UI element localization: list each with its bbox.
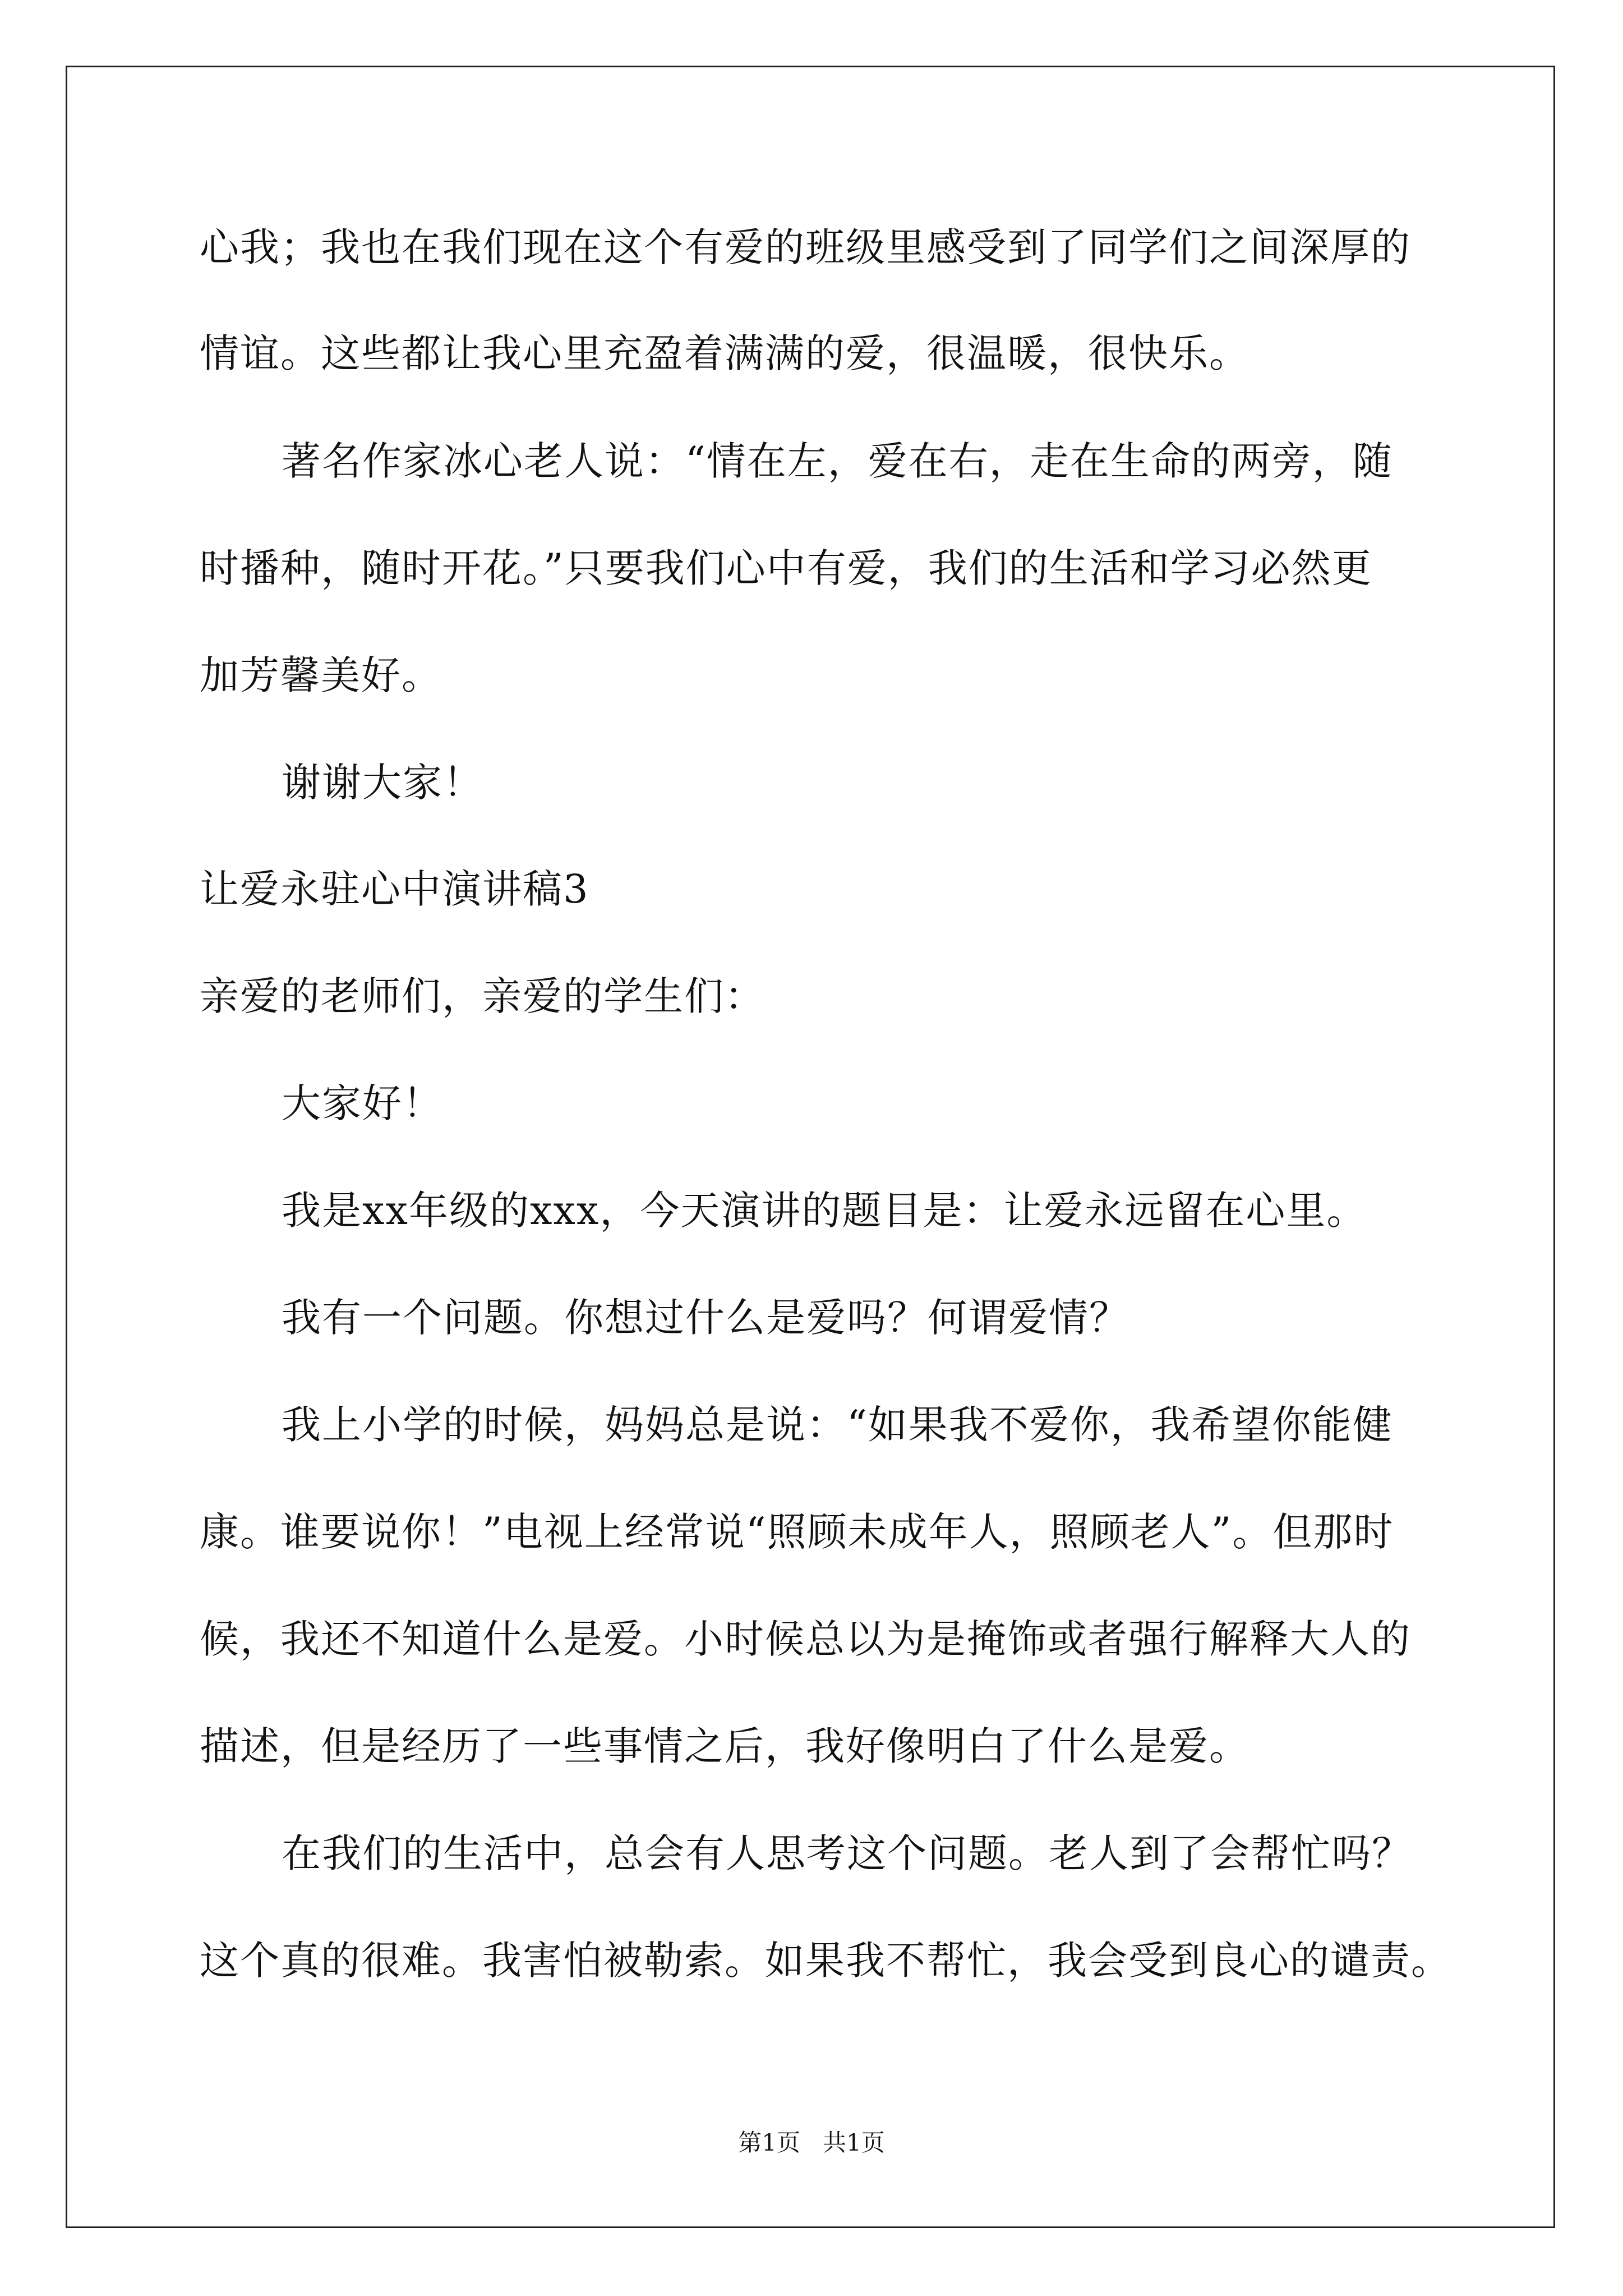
paragraph-line: 在我们的生活中，总会有人思考这个问题。老人到了会帮忙吗？ bbox=[282, 1830, 1412, 1876]
greeting: 大家好！ bbox=[282, 1080, 443, 1126]
text-line: 加芳馨美好。 bbox=[200, 652, 442, 698]
paragraph-line: 著名作家冰心老人说：“情在左，爱在右，走在生命的两旁，随 bbox=[282, 438, 1393, 484]
salutation: 亲爱的老师们，亲爱的学生们： bbox=[200, 973, 765, 1019]
text-line: 情谊。这些都让我心里充盈着满满的爱，很温暖，很快乐。 bbox=[200, 330, 1249, 376]
page-border bbox=[66, 66, 1555, 2228]
paragraph-line: 我上小学的时候，妈妈总是说：“如果我不爱你，我希望你能健 bbox=[282, 1402, 1393, 1448]
text-line: 康。谁要说你！”电视上经常说“照顾未成年人，照顾老人”。但那时 bbox=[200, 1509, 1394, 1555]
text-line: 候，我还不知道什么是爱。小时候总以为是掩饰或者强行解释大人的 bbox=[200, 1616, 1411, 1662]
paragraph-line: 我是xx年级的xxx，今天演讲的题目是：让爱永远留在心里。 bbox=[282, 1188, 1367, 1234]
page-number: 第1页 共1页 bbox=[738, 2129, 885, 2156]
text-line: 心我；我也在我们现在这个有爱的班级里感受到了同学们之间深厚的 bbox=[200, 224, 1411, 270]
text-line: 描述，但是经历了一些事情之后，我好像明白了什么是爱。 bbox=[200, 1723, 1249, 1769]
text-line: 时播种，随时开花。”只要我们心中有爱，我们的生活和学习必然更 bbox=[200, 545, 1372, 591]
closing-line: 谢谢大家！ bbox=[282, 760, 483, 806]
paragraph-line: 我有一个问题。你想过什么是爱吗？何谓爱情？ bbox=[282, 1295, 1129, 1341]
text-line: 这个真的很难。我害怕被勒索。如果我不帮忙，我会受到良心的谴责。 bbox=[200, 1938, 1451, 1984]
section-title: 让爱永驻心中演讲稿3 bbox=[200, 866, 589, 912]
